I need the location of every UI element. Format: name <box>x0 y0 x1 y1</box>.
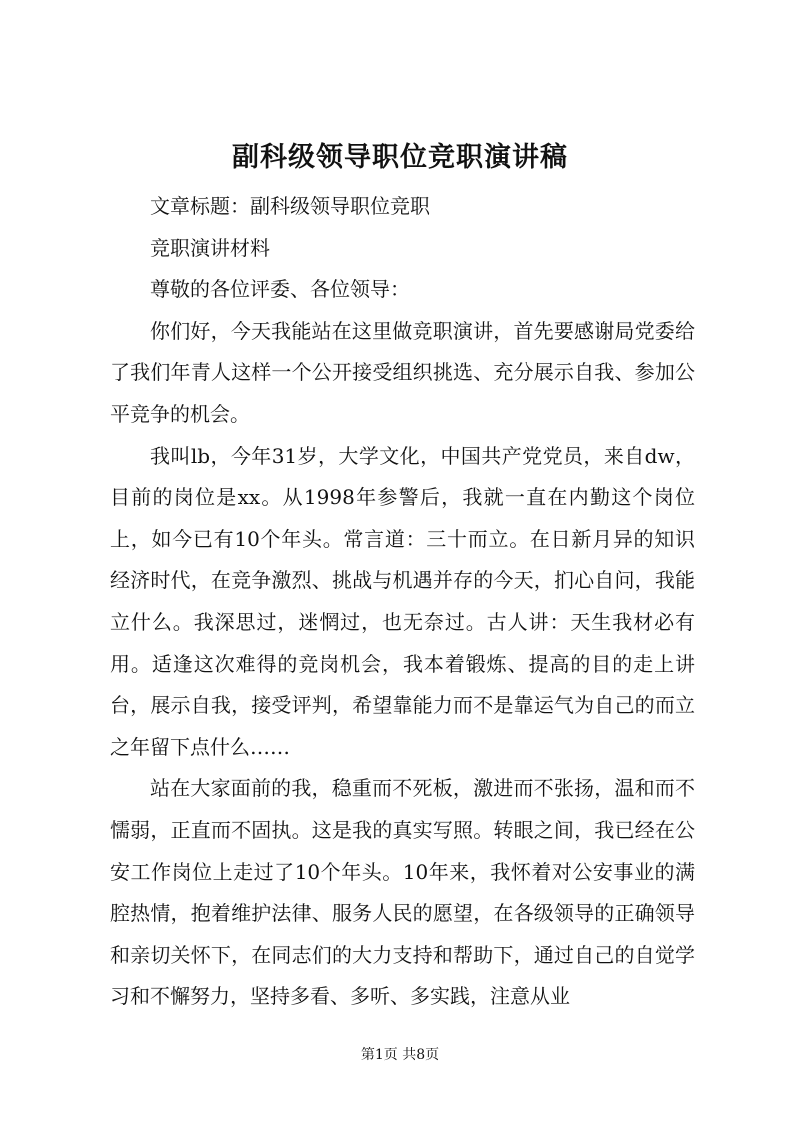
salutation: 尊敬的各位评委、各位领导： <box>150 277 410 302</box>
paragraph-self-description: 站在大家面前的我，稳重而不死板，激进而不张扬，温和而不懦弱，正直而不固执。这是我的真实写照。转眼之间，我已经在公安工作岗位上走过了10个年头。10年来，我怀着对公安事业的满腔热情，抱着维护法律、服务人民的愿望，在各级领导的正确领导和亲切关怀下，在同志们的大力支持和帮助下，通过自己的自觉学习和不懈努力，坚持多看、多听、多实践，注意从业 <box>110 776 695 1009</box>
paragraph-introduction: 我叫lb，今年31岁，大学文化，中国共产党党员，来自dw，目前的岗位是xx。从1998年参警后，我就一直在内勤这个岗位上，如今已有10个年头。常言道：三十而立。在日新月异的知识经济时代，在竞争激烈、挑战与机遇并存的今天，扪心自问，我能立什么。我深思过，迷惘过，也无奈过。古人讲：天生我材必有用。适逢这次难得的竞岗机会，我本着锻炼、提高的目的走上讲台，展示自我，接受评判，希望靠能力而不是靠运气为自己的而立之年留下点什么…… <box>110 443 695 759</box>
document-title: 副科级领导职位竞职演讲稿 <box>232 142 568 173</box>
document-body <box>110 186 695 1018</box>
material-label: 竞职演讲材料 <box>150 235 270 260</box>
paragraph-greeting: 你们好，今天我能站在这里做竞职演讲，首先要感谢局党委给了我们年青人这样一个公开接受组织挑选、充分展示自我、参加公平竞争的机会。 <box>110 318 695 426</box>
article-title-line: 文章标题：副科级领导职位竞职 <box>150 194 430 218</box>
page-number-footer: 第1页 共8页 <box>360 1047 440 1063</box>
